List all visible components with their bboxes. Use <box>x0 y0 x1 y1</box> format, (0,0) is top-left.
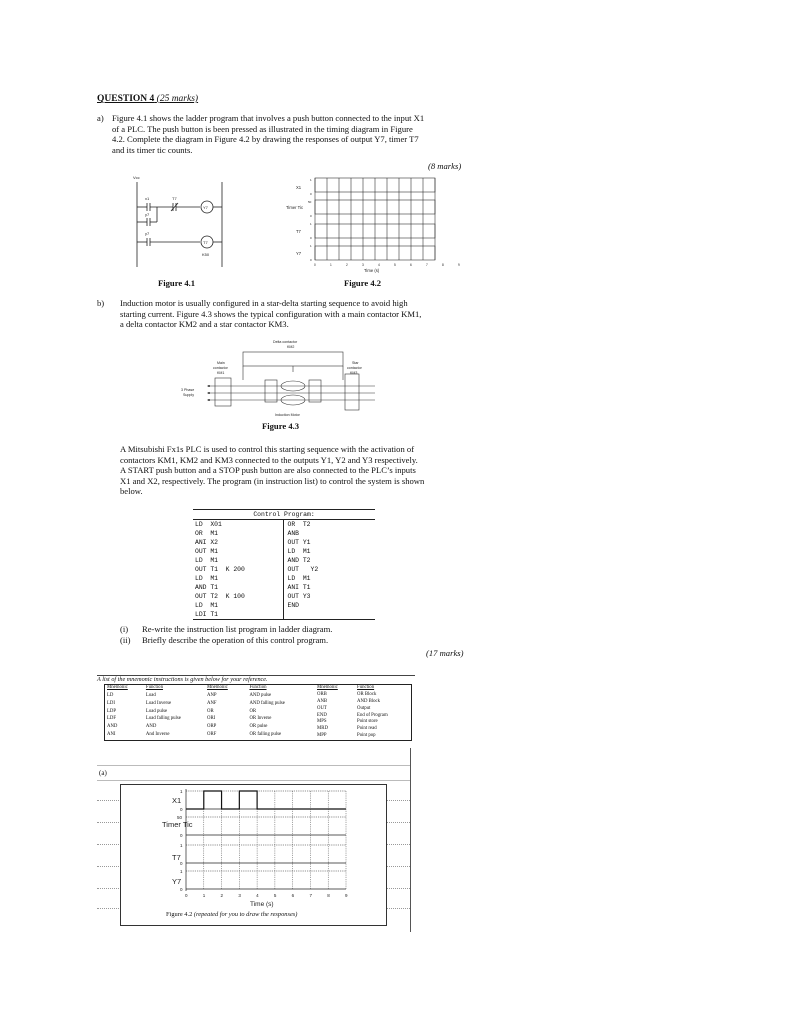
mnemonic-code: ANB <box>317 698 328 704</box>
mnemonic-function: OR Inverse <box>249 716 272 722</box>
level-label: 1 <box>310 222 312 226</box>
answer-x-label: Time (s) <box>250 901 274 908</box>
mnemonic-code: ANF <box>207 700 217 706</box>
vcc-label: Vcc <box>133 175 140 180</box>
mnemonic-code: MRD <box>317 726 328 732</box>
mnemonic-row <box>315 692 411 699</box>
program-right-column <box>284 520 376 619</box>
program-line: LD M1 <box>195 557 219 564</box>
x-tick-label: 9 <box>457 263 460 267</box>
supply-label: 3 Phase <box>181 388 195 392</box>
mnemonic-row <box>315 706 411 713</box>
program-line: OUT T2 K 100 <box>195 593 245 600</box>
mnemonic-row <box>205 732 315 740</box>
mnemonic-header: Function <box>145 685 163 690</box>
level-label: 0 <box>310 214 312 218</box>
part-b-para2-line: below. <box>120 486 143 497</box>
y7-contact2-label: y7 <box>145 231 150 236</box>
mnemonic-row <box>205 716 315 724</box>
mnemonic-header: Function <box>249 685 267 690</box>
program-line: LD M1 <box>195 575 219 582</box>
program-line: AND T2 <box>287 557 311 564</box>
figure-4-1-caption: Figure 4.1 <box>158 278 196 288</box>
program-line: END <box>287 602 300 609</box>
t7-coil-label: T7 <box>203 240 208 245</box>
x-tick-label: 3 <box>361 263 364 267</box>
mnemonic-code: LD <box>107 692 114 698</box>
figure-4-3-circuit <box>175 336 395 418</box>
part-a-text <box>112 113 472 155</box>
mnemonic-row <box>105 709 205 717</box>
control-program-table <box>193 509 375 620</box>
mnemonic-code: MPS <box>317 719 327 725</box>
part-b-marks: (17 marks) <box>426 648 464 658</box>
k50-label: K50 <box>202 252 210 257</box>
answer-signal-tic: Timer Tic <box>162 820 193 829</box>
program-line: AND T1 <box>195 584 219 591</box>
x-tick-label: 7 <box>425 263 428 267</box>
mnemonic-function: And Inverse <box>145 732 170 738</box>
mnemonic-function: OR falling pulse <box>249 732 282 738</box>
signal-x1-label: X1 <box>296 185 302 190</box>
mnemonic-header: Function <box>357 685 375 690</box>
mnemonic-function: Load pulse <box>145 708 168 714</box>
x1-waveform <box>186 791 346 809</box>
mnemonic-code: LDF <box>107 716 117 722</box>
mnemonic-row <box>315 699 411 706</box>
mnemonic-code: ORF <box>207 732 217 738</box>
part-b-para2-line: A Mitsubishi Fx1s PLC is used to control this starting sequence with the activation of <box>120 444 415 454</box>
signal-tic-label: Timer Tic <box>286 205 304 210</box>
control-program-header: Control Program: <box>193 509 375 520</box>
part-b-para2-line: A START push button and a STOP push button are also connected to the PLC’s inputs <box>120 465 416 476</box>
answer-caption-italic: (repeated for you to draw the responses) <box>193 911 298 918</box>
part-a-line: 4.2. Complete the diagram in Figure 4.2 by drawing the responses of output Y7, timer T7 <box>112 134 419 145</box>
mnemonic-code: OR <box>207 708 214 714</box>
mnemonic-code: ORB <box>317 691 327 697</box>
task-ii-text: Briefly describe the operation of this control program. <box>142 635 329 645</box>
answer-signal-t7: T7 <box>172 853 181 862</box>
x-tick-label: 4 <box>377 263 380 267</box>
answer-level: 0 <box>180 887 183 892</box>
answer-signal-x1: X1 <box>172 796 182 805</box>
mnemonic-function: AND pulse <box>249 692 272 698</box>
program-left-column <box>193 520 284 619</box>
km3-label: KM3 <box>350 371 358 375</box>
answer-x-tick: 8 <box>327 893 330 898</box>
part-b-para2-line: contactors KM1, KM2 and KM3 connected to the outputs Y1, Y2 and Y3 respectively. <box>120 454 418 465</box>
mnemonic-row <box>205 701 315 709</box>
mnemonic-row <box>315 719 411 726</box>
program-line: ANI T1 <box>287 584 311 591</box>
answer-level: 50 <box>177 815 183 820</box>
level-label: 0 <box>310 236 312 240</box>
question-marks: (25 marks) <box>156 94 199 104</box>
mnemonic-function: OR Block <box>357 691 377 697</box>
y7-contact-label: y7 <box>145 212 150 217</box>
mnemonic-row <box>315 733 411 740</box>
part-b-para2-line: X1 and X2, respectively. The program (in instruction list) to control the system is shown <box>120 475 425 486</box>
part-b-text <box>120 298 472 330</box>
mnemonic-row <box>105 716 205 724</box>
mnemonic-column <box>205 685 315 740</box>
answer-level: 0 <box>180 833 183 838</box>
program-line: OUT M1 <box>195 548 219 555</box>
mnemonic-column <box>105 685 205 740</box>
part-a-line: Figure 4.1 shows the ladder program that involves a push button connected to the input X1 <box>112 113 425 123</box>
mnemonic-row <box>105 732 205 740</box>
answer-x-tick: 7 <box>309 893 312 898</box>
answer-level: 1 <box>180 843 183 848</box>
star-label: Star <box>352 361 359 365</box>
answer-x-tick: 4 <box>256 893 259 898</box>
figure-4-2-caption: Figure 4.2 <box>344 278 382 288</box>
mnemonic-code: ANI <box>107 732 116 738</box>
mnemonic-function: Load <box>145 692 156 698</box>
program-line: LD M1 <box>195 602 219 609</box>
x1-contact-label: x1 <box>145 196 150 201</box>
part-a-marks: (8 marks) <box>428 161 462 171</box>
mnemonic-function: AND falling pulse <box>249 700 285 706</box>
x-tick-label: 6 <box>409 263 412 267</box>
answer-x-tick: 6 <box>291 893 295 898</box>
program-line: LD M1 <box>287 575 311 582</box>
answer-level: 1 <box>180 869 183 874</box>
mnemonic-function: Point store <box>357 719 378 725</box>
x-tick-label: 0 <box>314 263 316 267</box>
mnemonic-function: Point read <box>357 726 377 732</box>
task-i-text: Re-write the instruction list program in ladder diagram. <box>142 624 333 634</box>
signal-y7-label: Y7 <box>296 251 302 256</box>
question-title <box>97 94 198 104</box>
part-a-line: and its timer tic counts. <box>112 144 193 155</box>
mnemonic-title: A list of the mnemonic instructions is given below for your reference. <box>97 676 268 683</box>
part-b-line: starting current. Figure 4.3 shows the typical configuration with a main contactor KM1, <box>120 308 422 319</box>
question-number: QUESTION 4 <box>97 94 155 104</box>
answer-label: (a) <box>99 769 107 777</box>
mnemonic-header: Mnemonic <box>107 685 128 690</box>
part-b-line: Induction motor is usually configured in a star-delta starting sequence to avoid high <box>120 298 408 308</box>
mnemonic-row <box>105 693 205 701</box>
star-contactor-label: contactor <box>347 366 362 370</box>
signal-t7-label: T7 <box>296 229 301 234</box>
mnemonic-column <box>315 685 411 740</box>
program-line: ANB <box>287 530 300 537</box>
mnemonic-function: End of Program <box>357 712 388 718</box>
x-tick-label: 5 <box>393 263 396 267</box>
program-line: LDI T1 <box>195 611 219 618</box>
mnemonic-row <box>315 713 411 720</box>
mnemonic-row <box>105 701 205 709</box>
program-line: OUT Y2 <box>287 566 319 573</box>
mnemonic-function: Point pop <box>357 733 376 739</box>
level-label: 50 <box>308 200 312 204</box>
answer-level: 0 <box>180 861 183 866</box>
answer-x-tick: 2 <box>220 893 224 898</box>
mnemonic-code: LDI <box>107 700 115 706</box>
answer-caption <box>166 911 297 918</box>
mnemonic-row <box>205 724 315 732</box>
level-label: 0 <box>310 258 312 262</box>
mnemonic-code: END <box>317 712 327 718</box>
part-b-label: b) <box>97 298 105 308</box>
mnemonic-table <box>104 684 412 741</box>
mnemonic-function: Output <box>357 705 371 711</box>
mnemonic-header: Mnemonic <box>317 685 338 690</box>
program-line: LD X01 <box>195 521 222 528</box>
answer-timing-diagram <box>150 787 370 907</box>
y7-coil-label: Y7 <box>203 205 208 210</box>
mnemonic-function: OR <box>249 708 257 714</box>
mnemonic-function: Load falling pulse <box>145 716 181 722</box>
main-label: Main <box>217 361 225 365</box>
mnemonic-header: Mnemonic <box>207 685 228 690</box>
t7-contact-label: T7 <box>172 196 177 201</box>
program-line: OR T2 <box>287 521 311 528</box>
level-label: 1 <box>310 178 312 182</box>
mnemonic-function: OR pulse <box>249 724 268 730</box>
answer-caption-main: Figure 4.2 <box>166 911 193 918</box>
program-line: OR M1 <box>195 530 219 537</box>
x-tick-label: 1 <box>329 263 332 267</box>
level-label: 1 <box>310 244 312 248</box>
main-contactor-label: contactor <box>213 366 228 370</box>
mnemonic-row <box>205 693 315 701</box>
mnemonic-code: ORI <box>207 716 216 722</box>
km2-label: KM2 <box>287 345 295 349</box>
program-line: OUT Y1 <box>287 539 311 546</box>
km1-label: KM1 <box>217 371 225 375</box>
program-line: OUT Y3 <box>287 593 311 600</box>
mnemonic-code: OUT <box>317 705 327 711</box>
answer-level: 1 <box>180 789 183 794</box>
answer-x-tick: 1 <box>202 893 206 898</box>
part-a-line: of a PLC. The push button is been pressed as illustrated in the timing diagram in Figure <box>112 123 413 134</box>
motor-label: Induction Motor <box>275 413 300 417</box>
mnemonic-row <box>315 726 411 733</box>
level-label: 0 <box>310 192 312 196</box>
program-line: LD M1 <box>287 548 311 555</box>
mnemonic-function: AND <box>145 724 157 730</box>
part-b-line: a delta contactor KM2 and a star contactor KM3. <box>120 319 289 330</box>
delta-contactor-label: Delta contactor <box>273 340 298 344</box>
answer-x-tick: 5 <box>273 893 277 898</box>
answer-x-tick: 3 <box>238 893 241 898</box>
task-i-num: (i) <box>120 624 129 634</box>
mnemonic-code: LDP <box>107 708 117 714</box>
mnemonic-row <box>105 724 205 732</box>
part-b-para2 <box>120 444 472 497</box>
supply-label: Supply <box>183 393 194 397</box>
mnemonic-code: MPP <box>317 733 327 739</box>
mnemonic-code: AND <box>107 724 118 730</box>
part-a-label: a) <box>97 113 104 123</box>
mnemonic-function: AND Block <box>357 698 381 704</box>
mnemonic-row <box>205 709 315 717</box>
mnemonic-code: ANP <box>207 692 217 698</box>
x-axis-label: Time (s) <box>364 268 380 273</box>
x-tick-label: 8 <box>441 263 444 267</box>
answer-signal-y7: Y7 <box>172 877 182 886</box>
mnemonic-function: Load Inverse <box>145 700 172 706</box>
program-line: ANI X2 <box>195 539 219 546</box>
answer-x-tick: 0 <box>185 893 188 898</box>
x-tick-label: 2 <box>345 263 348 267</box>
task-ii-num: (ii) <box>120 635 131 645</box>
figure-4-2-timing <box>280 172 460 277</box>
answer-x-tick: 9 <box>345 893 348 898</box>
mnemonic-code: ORP <box>207 724 217 730</box>
figure-4-1-ladder <box>125 172 235 272</box>
answer-level: 0 <box>180 807 183 812</box>
figure-4-3-caption: Figure 4.3 <box>262 421 300 431</box>
program-line: OUT T1 K 200 <box>195 566 245 573</box>
